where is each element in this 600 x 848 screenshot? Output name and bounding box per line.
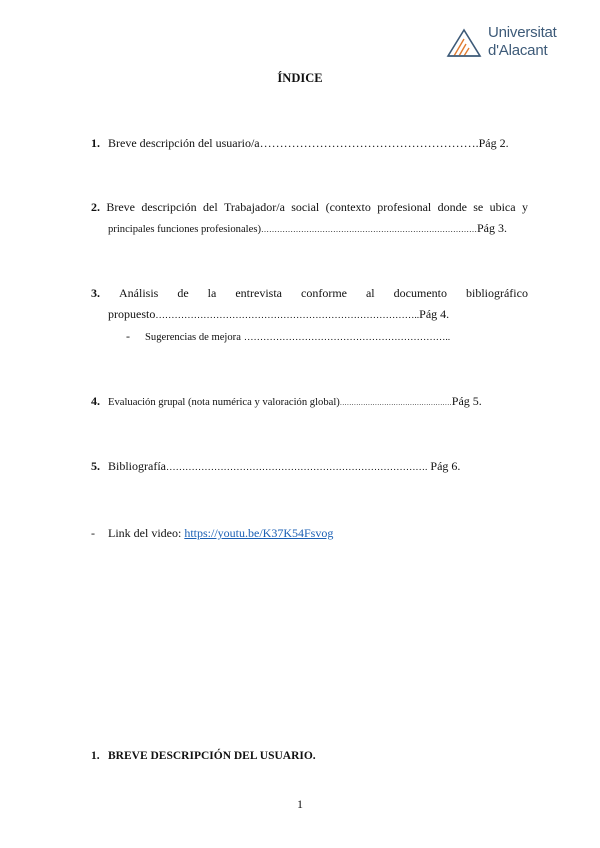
toc-word: Breve [106,200,135,214]
university-emblem-icon [446,26,482,58]
section-title: BREVE DESCRIPCIÓN DEL USUARIO. [108,750,316,762]
toc-item-text: Breve descripción del usuario/a [108,136,260,150]
toc-word: conforme [301,286,347,300]
toc-word: y [521,200,528,214]
toc-subitem-text: Sugerencias de mejora [145,332,241,343]
toc-item-4 [91,394,482,409]
toc-dots: ……………………………………………………………………….. [155,310,420,321]
toc-item-1 [91,136,509,151]
toc-page: Pág 2. [478,136,509,150]
toc-item-number: 4. [91,394,100,408]
toc-item-3 [91,286,528,301]
page-number: 1 [297,797,303,811]
toc-word: bibliográfico [465,286,528,300]
toc-dots: ………………………………………… [339,399,452,407]
toc-word: se [473,200,484,214]
toc-word: entrevista [235,286,282,300]
toc-item-number: 3. [91,286,100,300]
toc-page: Pág 5. [451,394,482,408]
section-number: 1. [91,750,100,762]
toc-word: donde [437,200,467,214]
video-link-row [91,526,333,541]
toc-word: ubica [489,200,516,214]
toc-dots: ……………………………………………………………………… [260,225,477,234]
toc-dots: ………………………………………………………………………. [165,462,428,473]
toc-word: del [203,200,218,214]
toc-dots: ………………………………………………. [259,136,479,150]
toc-item-number: 1. [91,136,100,150]
toc-item-3-continued [108,307,449,322]
toc-item-5 [91,459,460,474]
toc-page: Pág 6. [430,459,461,473]
toc-item-number: 5. [91,459,100,473]
toc-word: de [177,286,189,300]
toc-page: Pág 4. [419,307,450,321]
toc-item-number: 2. [91,200,100,214]
toc-word: la [207,286,217,300]
toc-word: al [365,286,375,300]
video-label: Link del video: [108,526,182,540]
toc-word: documento [393,286,447,300]
toc-item-text: Evaluación grupal (nota numérica y valoración global) [108,397,340,408]
toc-dots: ……………………………………………………….. [243,332,451,343]
toc-item-2 [91,200,528,215]
list-dash-marker: - [126,329,130,343]
toc-word: descripción [141,200,197,214]
section-heading [91,750,316,762]
toc-item-text: principales funciones profesionales) [108,224,261,235]
logo-line-2: d'Alacant [488,42,548,59]
toc-word: social [291,200,320,214]
toc-word: Trabajador/a [224,200,285,214]
toc-subitem [126,329,450,344]
toc-item-text: Bibliografía [108,459,166,473]
toc-word: profesional [377,200,432,214]
video-link[interactable]: https://youtu.be/K37K54Fsvog [184,526,334,540]
toc-word: Análisis [119,286,159,300]
toc-page: Pág 3. [476,221,507,235]
toc-word: (contexto [325,200,371,214]
index-title: ÍNDICE [277,71,323,85]
logo-line-1: Universitat [488,24,557,41]
toc-item-2-continued [108,221,507,236]
list-dash-marker: - [91,526,95,540]
university-logo [446,22,562,62]
toc-item-text: propuesto [108,307,156,321]
